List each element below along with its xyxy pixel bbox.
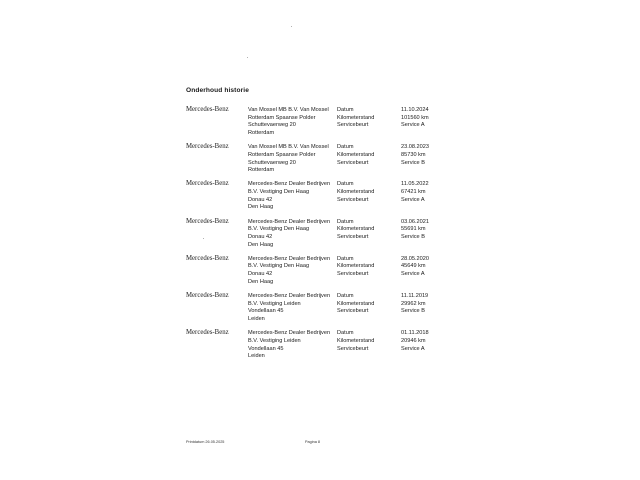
history-entry <box>186 218 456 255</box>
field-label: Kilometerstand <box>337 337 375 344</box>
dealer-line: Vondellaan 45 <box>248 308 284 315</box>
labels-column <box>337 144 397 167</box>
dealer-column <box>248 330 334 361</box>
field-value: Service B <box>401 233 425 240</box>
labels-column <box>337 330 397 353</box>
field-value: 11.11.2019 <box>401 292 429 299</box>
field-label: Datum <box>337 107 354 113</box>
dealer-line: Rotterdam Spaanse Polder <box>248 151 316 158</box>
values-column <box>401 330 456 353</box>
values-column <box>401 144 456 167</box>
labels-column <box>337 107 397 130</box>
field-value: 23.08.2023 <box>401 144 429 151</box>
dealer-line: Den Haag <box>248 204 274 211</box>
field-label: Servicebeurt <box>337 233 369 240</box>
dealer-column <box>248 256 334 287</box>
brand-name: Mercedes-Benz <box>186 143 229 151</box>
dealer-line: Den Haag <box>248 241 274 248</box>
brand-name: Mercedes-Benz <box>186 291 229 299</box>
values-column <box>401 256 456 279</box>
field-label: Kilometerstand <box>337 226 375 233</box>
dealer-line: Mercedes-Benz Dealer Bedrijven <box>248 218 331 225</box>
field-label: Servicebeurt <box>337 122 369 129</box>
history-entry <box>186 106 456 143</box>
dealer-line: Leiden <box>248 353 265 360</box>
maintenance-history-list <box>186 106 456 366</box>
field-value: 11.10.2024 <box>401 107 429 113</box>
field-label: Kilometerstand <box>337 189 375 196</box>
field-value: Service A <box>401 271 425 278</box>
field-value: Service A <box>401 345 425 352</box>
dealer-line: Leiden <box>248 316 265 323</box>
field-value: 11.05.2022 <box>401 181 429 188</box>
section-title: Onderhoud historie <box>186 87 249 94</box>
print-date: Printdatum 26.05.2025 <box>186 440 225 444</box>
field-value: 29962 km <box>401 300 426 307</box>
labels-column <box>337 181 397 204</box>
field-value: 20946 km <box>401 337 426 344</box>
dealer-line: Donau 42 <box>248 271 273 278</box>
dealer-line: B.V. Vestiging Den Haag <box>248 226 310 233</box>
field-value: 01.11.2018 <box>401 330 429 337</box>
dealer-line: Mercedes-Benz Dealer Bedrijven <box>248 330 331 337</box>
dealer-line: Donau 42 <box>248 233 273 240</box>
history-entry <box>186 255 456 292</box>
field-value: 28.05.2020 <box>401 255 429 262</box>
page-number: Pagina 8 <box>305 440 320 444</box>
field-value: 85730 km <box>401 151 426 158</box>
values-column <box>401 181 456 204</box>
field-value: Service B <box>401 308 425 315</box>
dealer-line: Mercedes-Benz Dealer Bedrijven <box>248 255 331 262</box>
brand-name: Mercedes-Benz <box>186 180 229 188</box>
brand-name: Mercedes-Benz <box>186 217 229 225</box>
field-label: Datum <box>337 144 354 151</box>
field-value: 67421 km <box>401 189 426 196</box>
field-label: Datum <box>337 218 354 225</box>
field-label: Datum <box>337 292 354 299</box>
field-label: Datum <box>337 330 354 337</box>
scan-speck <box>247 57 248 58</box>
values-column <box>401 107 456 130</box>
field-label: Kilometerstand <box>337 263 375 270</box>
labels-column <box>337 219 397 242</box>
field-value: 55691 km <box>401 226 426 233</box>
field-label: Servicebeurt <box>337 308 369 315</box>
labels-column <box>337 256 397 279</box>
history-entry <box>186 143 456 180</box>
dealer-column <box>248 107 334 138</box>
field-label: Kilometerstand <box>337 114 375 121</box>
brand-name: Mercedes-Benz <box>186 106 229 113</box>
brand-name: Mercedes-Benz <box>186 329 229 337</box>
field-label: Servicebeurt <box>337 159 369 166</box>
values-column <box>401 219 456 242</box>
dealer-line: Den Haag <box>248 278 274 285</box>
field-label: Kilometerstand <box>337 151 375 158</box>
dealer-column <box>248 219 334 250</box>
dealer-line: Van Mossel MB B.V. Van Mossel <box>248 144 329 151</box>
dealer-line: Mercedes-Benz Dealer Bedrijven <box>248 292 331 299</box>
scan-speck <box>203 238 204 239</box>
labels-column <box>337 293 397 316</box>
field-value: 45649 km <box>401 263 426 270</box>
history-entry <box>186 180 456 217</box>
field-label: Datum <box>337 255 354 262</box>
field-value: Service A <box>401 122 425 129</box>
brand-name: Mercedes-Benz <box>186 254 229 262</box>
field-label: Servicebeurt <box>337 196 369 203</box>
dealer-line: Donau 42 <box>248 196 273 203</box>
dealer-line: B.V. Vestiging Leiden <box>248 300 301 307</box>
field-value: 03.06.2021 <box>401 218 429 225</box>
dealer-line: B.V. Vestiging Leiden <box>248 337 301 344</box>
dealer-column <box>248 293 334 324</box>
dealer-line: Rotterdam <box>248 167 275 174</box>
dealer-line: Rotterdam <box>248 130 275 137</box>
dealer-line: Rotterdam Spaanse Polder <box>248 114 316 121</box>
field-value: Service B <box>401 159 425 166</box>
dealer-line: Mercedes-Benz Dealer Bedrijven <box>248 181 331 188</box>
field-label: Kilometerstand <box>337 300 375 307</box>
dealer-line: Vondellaan 45 <box>248 345 284 352</box>
history-entry <box>186 329 456 366</box>
dealer-line: Van Mossel MB B.V. Van Mossel <box>248 107 329 113</box>
field-label: Servicebeurt <box>337 345 369 352</box>
field-label: Servicebeurt <box>337 271 369 278</box>
dealer-column <box>248 181 334 212</box>
field-value: 101560 km <box>401 114 429 121</box>
scan-speck <box>291 26 292 27</box>
history-entry <box>186 292 456 329</box>
field-value: Service A <box>401 196 425 203</box>
values-column <box>401 293 456 316</box>
dealer-line: Schuttevaerweg 20 <box>248 122 296 129</box>
dealer-column <box>248 144 334 175</box>
dealer-line: B.V. Vestiging Den Haag <box>248 189 310 196</box>
field-label: Datum <box>337 181 354 188</box>
dealer-line: Schuttevaerweg 20 <box>248 159 296 166</box>
dealer-line: B.V. Vestiging Den Haag <box>248 263 310 270</box>
